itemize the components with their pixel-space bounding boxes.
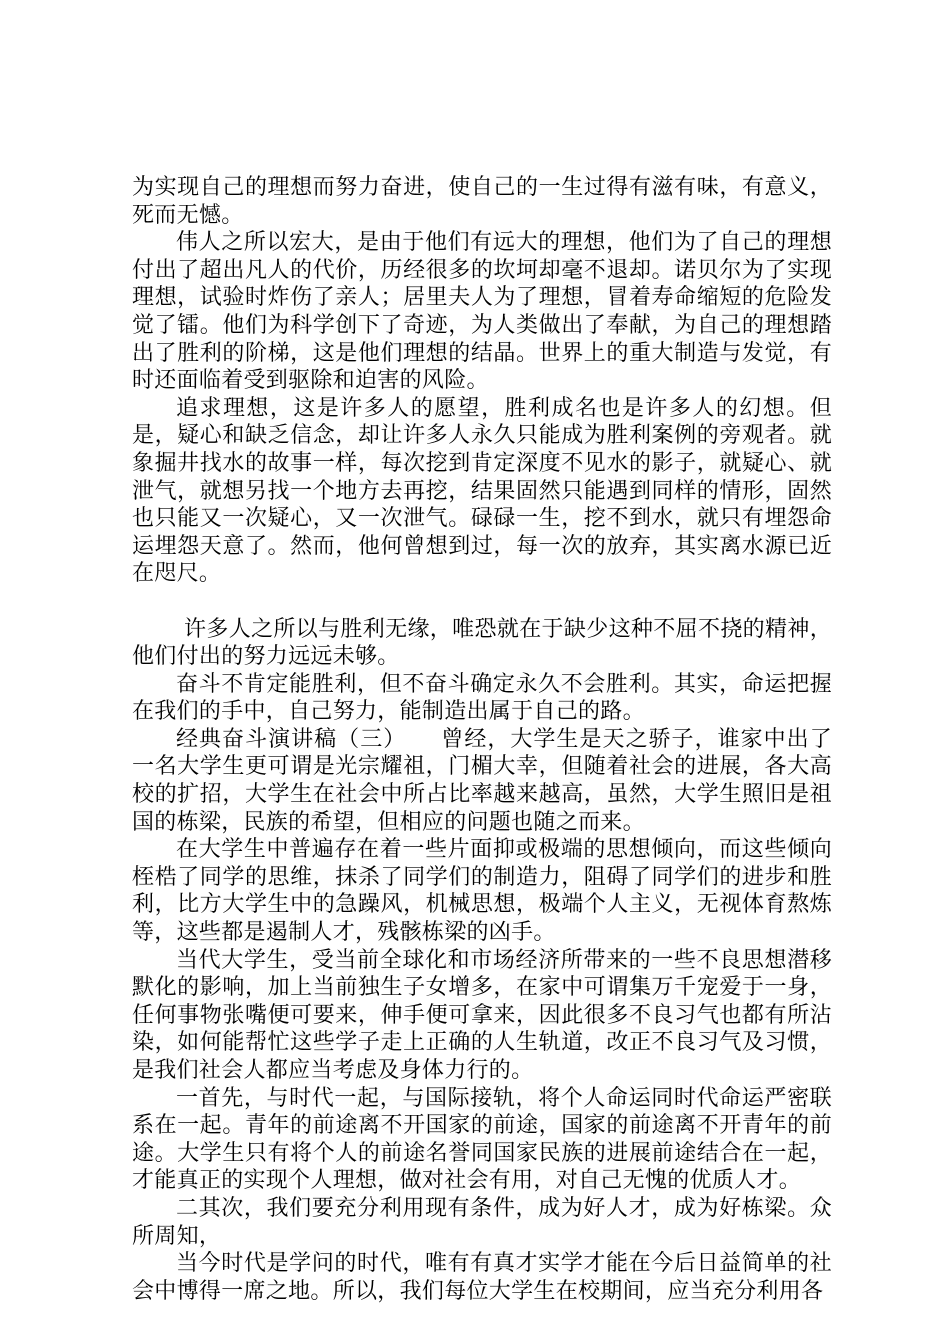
paragraph-2: 伟人之所以宏大，是由于他们有远大的理想，他们为了自己的理想付出了超出凡人的代价，历经很多的坎坷却毫不退却。诺贝尔为了实现理想，试验时炸伤了亲人；居里夫人为了理想，冒着寿命缩短的危险发觉了镭。他们为科学创下了奇迹，为人类做出了奉献，为自己的理想踏出了胜利的阶梯，这是他们理想的结晶。世界上的重大制造与发觉，有时还面临着受到驱除和迫害的风险。 bbox=[132, 230, 832, 394]
blank-line bbox=[132, 588, 832, 616]
paragraph-6: 经典奋斗演讲稿（三） 曾经，大学生是天之骄子，谁家中出了一名大学生更可谓是光宗耀祖，门楣大幸，但随着社会的进展，各大高校的扩招，大学生在社会中所占比率越来越高，虽然，大学生照旧是祖国的栋梁，民族的希望，但相应的问题也随之而来。 bbox=[132, 726, 832, 835]
paragraph-5: 奋斗不肯定能胜利，但不奋斗确定永久不会胜利。其实，命运把握在我们的手中，自己努力，能制造出属于自己的路。 bbox=[132, 671, 832, 725]
paragraph-11: 当今时代是学问的时代，唯有有真才实学才能在今后日益简单的社会中博得一席之地。所以，我们每位大学生在校期间，应当充分利用各 bbox=[132, 1251, 832, 1304]
paragraph-1: 为实现自己的理想而努力奋进，使自己的一生过得有滋有味，有意义，死而无憾。 bbox=[132, 175, 832, 228]
paragraph-7: 在大学生中普遍存在着一些片面抑或极端的思想倾向，而这些倾向桎梏了同学的思维，抹杀了同学们的制造力，阻碍了同学们的进步和胜利，比方大学生中的急躁风，机械思想，极端个人主义，无视体育熬炼等，这些都是遏制人才，残骸栋梁的凶手。 bbox=[132, 837, 832, 946]
document-body bbox=[132, 174, 832, 1305]
paragraph-8: 当代大学生，受当前全球化和市场经济所带来的一些不良思想潜移默化的影响，加上当前独生子女增多，在家中可谓集万千宠爱于一身，任何事物张嘴便可要来，伸手便可拿来，因此很多不良习气也都有所沾染，如何能帮忙这些学子走上正确的人生轨道，改正不良习气及习惯，是我们社会人都应当考虑及身体力行的。 bbox=[132, 947, 832, 1083]
paragraph-9: 一首先，与时代一起，与国际接轨，将个人命运同时代命运严密联系在一起。青年的前途离不开国家的前途，国家的前途离不开青年的前途。大学生只有将个人的前途名誉同国家民族的进展前途结合在一起，才能真正的实现个人理想，做对社会有用，对自己无愧的优质人才。 bbox=[132, 1085, 832, 1194]
paragraph-3: 追求理想，这是许多人的愿望，胜利成名也是许多人的幻想。但是，疑心和缺乏信念，却让许多人永久只能成为胜利案例的旁观者。就象掘井找水的故事一样，每次挖到肯定深度不见水的影子，就疑心、就泄气，就想另找一个地方去再挖，结果固然只能遇到同样的情形，固然也只能又一次疑心，又一次泄气。碌碌一生，挖不到水，就只有埋怨命运埋怨天意了。然而，他何曾想到过，每一次的放弃，其实离水源已近在咫尺。 bbox=[132, 395, 832, 587]
paragraph-10: 二其次，我们要充分利用现有条件，成为好人才，成为好栋梁。众所周知， bbox=[132, 1195, 832, 1249]
paragraph-4: 许多人之所以与胜利无缘，唯恐就在于缺少这种不屈不挠的精神，他们付出的努力远远未够。 bbox=[132, 616, 832, 670]
